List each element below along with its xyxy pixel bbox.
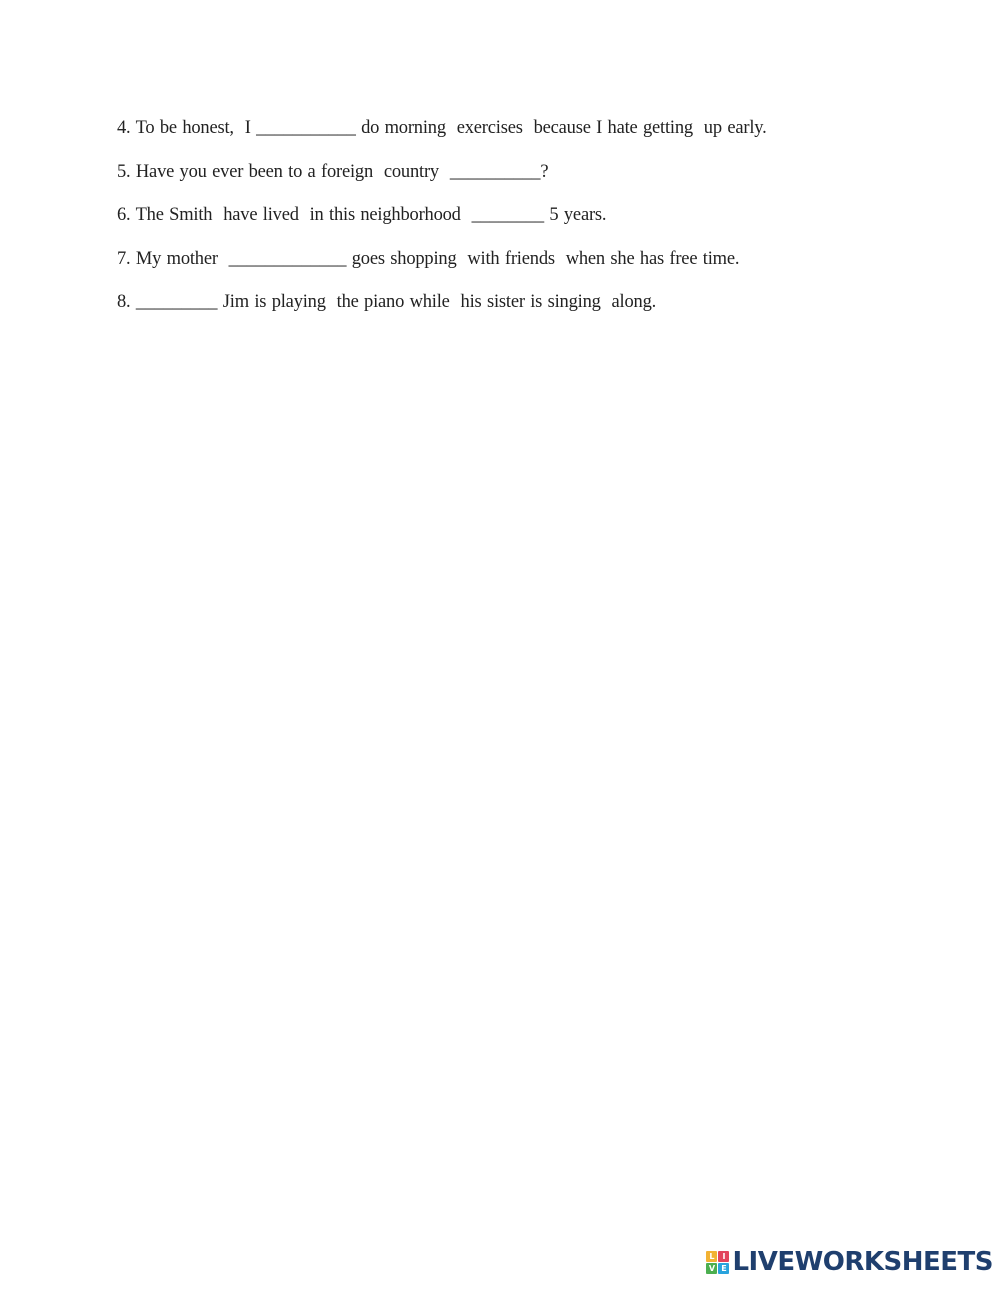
sentence-4: 4. To be honest, I ___________ do morning exercises because I hate getting up early. <box>117 118 767 138</box>
logo-letter-i: I <box>718 1251 729 1262</box>
brand-name: LIVEWORKSHEETS <box>732 1247 993 1277</box>
sentence-6: 6. The Smith have lived in this neighborhood ________ 5 years. <box>117 205 607 225</box>
logo-letter-v: V <box>706 1263 717 1274</box>
sentence-7: 7. My mother _____________ goes shopping with friends when she has free time. <box>117 248 740 269</box>
sentence-8: 8. _________ Jim is playing the piano while his sister is singing along. <box>117 292 657 312</box>
liveworksheets-brand <box>706 1247 993 1277</box>
sentence-list <box>117 114 767 332</box>
logo-letter-e: E <box>718 1263 729 1274</box>
live-logo-icon <box>706 1251 729 1274</box>
sentence-5: 5. Have you ever been to a foreign country __________? <box>117 161 549 182</box>
logo-letter-l: L <box>706 1251 717 1262</box>
